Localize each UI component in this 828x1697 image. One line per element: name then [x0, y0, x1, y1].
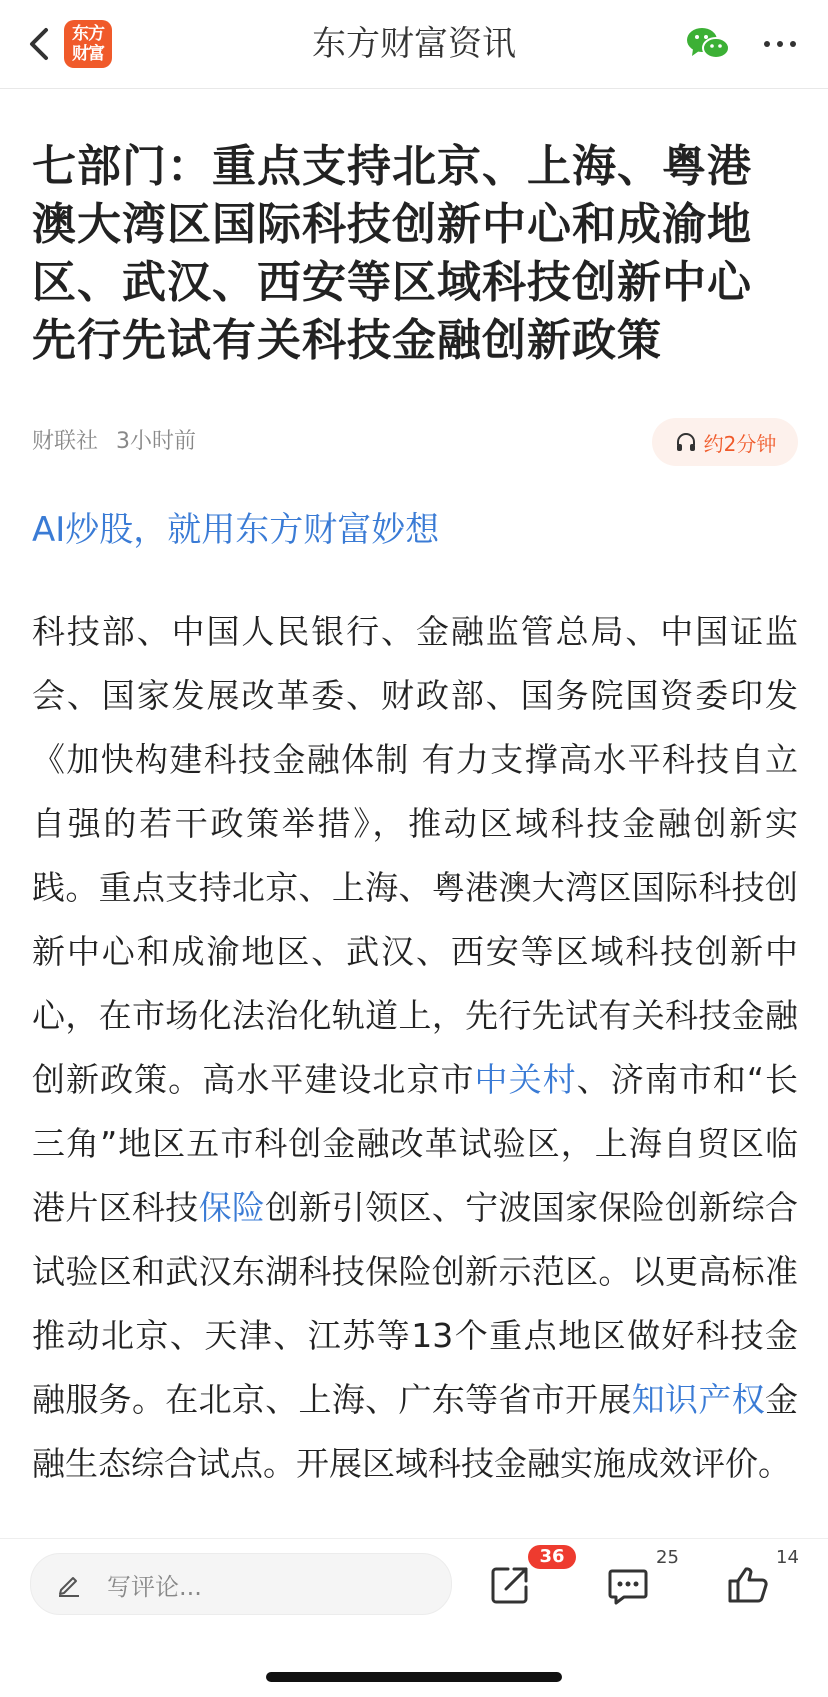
listen-duration: 约2分钟: [703, 431, 777, 456]
more-icon: [758, 22, 802, 66]
bottom-action-bar: [0, 1538, 828, 1697]
article-meta: [32, 426, 196, 458]
comment-placeholder: 写评论...: [107, 1572, 202, 1601]
home-indicator[interactable]: [266, 1672, 562, 1682]
headphones-icon: [674, 430, 698, 454]
body-text-3: 创新引领区、宁波国家保险创新综合试验区和武汉东湖科技保险创新示范区。以更高标准推动北京、天津、江苏等13个重点地区做好科技金融服务。在北京、上海、广东等省市开展: [32, 1188, 798, 1419]
like-button[interactable]: [724, 1561, 772, 1609]
body-text-2: 、济南市和“长三角”地区五市科创金融改革试验区，上海自贸区临港片区科技: [32, 1060, 798, 1227]
comments-button[interactable]: [604, 1561, 652, 1609]
share-button[interactable]: [486, 1561, 534, 1609]
listen-audio-button[interactable]: [652, 418, 798, 466]
promo-link[interactable]: AI炒股，就用东方财富妙想: [32, 510, 440, 550]
body-text-1: 科技部、中国人民银行、金融监管总局、中国证监会、国家发展改革委、财政部、国务院国资委印发《加快构建科技金融体制 有力支撑高水平科技自立自强的若干政策举措》，推动区域科技金融创新实践。重点支持北京、上海、粤港澳大湾区国际科技创新中心和成渝地区、武汉、西安等区域科技创新中心，在市场化法治化轨道上，先行先试有关科技金融创新政策。高水平建设北京市: [32, 612, 798, 1099]
article-time: 3小时前: [116, 429, 197, 454]
article-title: 七部门：重点支持北京、上海、粤港澳大湾区国际科技创新中心和成渝地区、武汉、西安等区域科技创新中心先行先试有关科技金融创新政策: [32, 141, 752, 366]
article-body: [32, 600, 798, 1538]
link-insurance[interactable]: 保险: [198, 1188, 266, 1227]
more-options-button[interactable]: [758, 22, 802, 66]
thumbs-up-icon: [724, 1561, 772, 1609]
comment-bubble-icon: [604, 1561, 652, 1609]
comment-count: 25: [656, 1547, 679, 1568]
link-zhongguancun[interactable]: 中关村: [474, 1060, 577, 1099]
page-title: 东方财富资讯: [312, 24, 516, 64]
share-icon: [486, 1561, 534, 1609]
app-logo-text: 东方财富: [72, 24, 104, 64]
like-count: 14: [776, 1547, 799, 1568]
share-count-badge: 36: [528, 1545, 576, 1569]
link-intellectual-property[interactable]: 知识产权: [631, 1380, 766, 1419]
wechat-icon: [684, 22, 734, 66]
article-source: 财联社: [32, 429, 99, 454]
top-navigation-bar: [0, 0, 828, 89]
pencil-icon: [55, 1570, 83, 1598]
comment-input[interactable]: [30, 1553, 452, 1615]
body-text-4: 金融生态综合试点。开展区域科技金融实施成效评价。: [32, 1380, 798, 1483]
wechat-share-button[interactable]: [684, 22, 734, 66]
